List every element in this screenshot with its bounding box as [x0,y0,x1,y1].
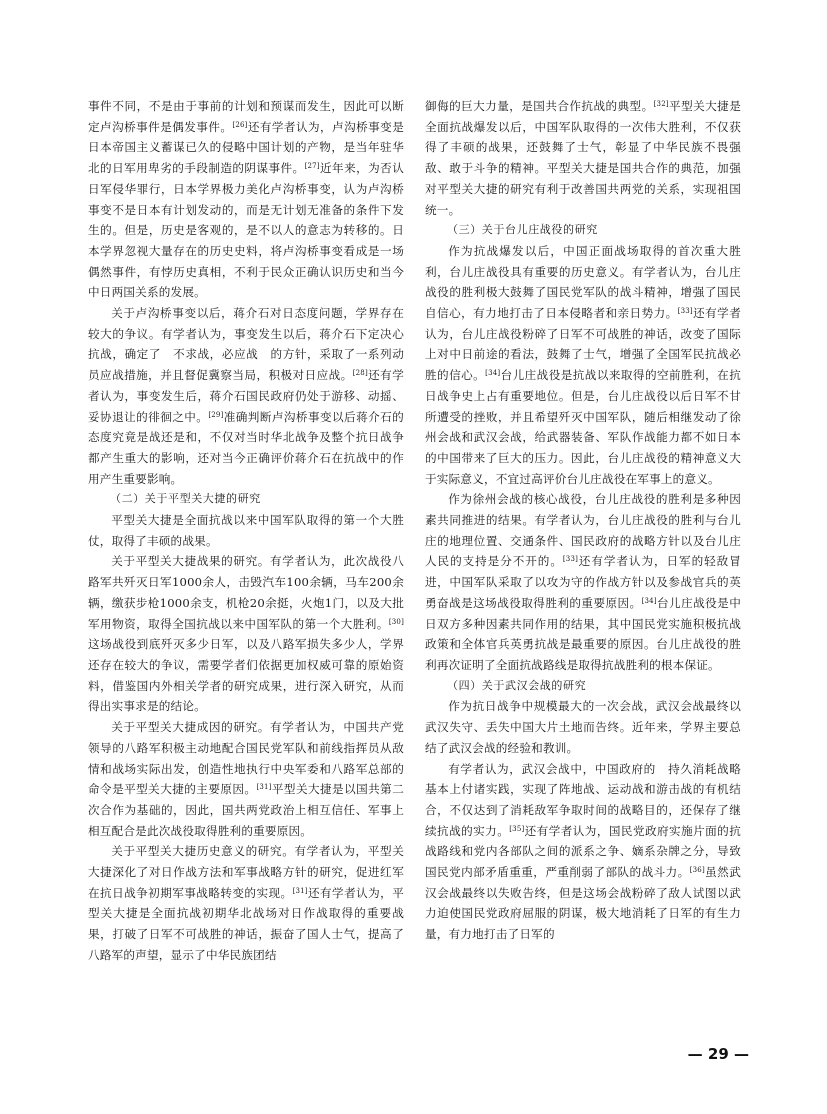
citation: [33] [562,555,579,564]
section-heading: （二）关于平型关大捷的研究 [110,492,261,506]
paragraph: 平型关大捷是全面抗战以来中国军队取得的第一个大胜仗，取得了丰硕的战果。 [88,513,404,548]
left-column [88,96,404,966]
section-heading: （三）关于台儿庄战役的研究 [447,223,598,237]
section-heading: （四）关于武汉会战的研究 [447,678,587,692]
paragraph: 关于卢沟桥事变以后，蒋介石对日态度问题，学界存在较大的争议。有学者认为，事变发生以后，蒋介石下定决心抗战，确定了 不求战，必应战 的方针，采取了一系列动员应战措施，并且督促冀察当局，积极对日应战。[28]还有学者认为，事变发生后，蒋介石国民政府仍处于游移、动摇、妥协退让的徘徊之中。[29]准确判断卢沟桥事变以后蒋介石的态度究竟是战还是和，不仅对当时华北战争及整个抗日战争都产生重大的影响，还对当今正确评价蒋介石在抗战中的作用产生重要影响。 [88,306,404,486]
citation: [30] [388,617,404,626]
citation: [35] [509,824,525,833]
paragraph: 关于平型关大捷历史意义的研究。有学者认为，平型关大捷深化了对日作战方法和军事战略方针的研究，促进红军在抗日战争初期军事战略转变的实现。[31]还有学者认为，平型关大捷是全面抗战初期华北战场对日作战取得的重要战果，打破了日军不可战胜的神话，振奋了国人士气，提高了八路军的声望，显示了中华民族团结 [88,844,404,962]
citation: [34] [485,369,501,378]
citation: [29] [208,410,224,419]
paragraph: 作为徐州会战的核心战役，台儿庄战役的胜利是多种因素共同推进的结果。有学者认为，台儿庄战役的胜利与台儿庄的地理位置、交通条件、国民政府的战略方针以及台儿庄人民的支持是分不开的。[33]还有学者认为，日军的轻敌冒进，中国军队采取了以攻为守的作战方针以及参战官兵的英勇奋战是这场战役取得胜利的重要原因。[34]台儿庄战役是中日双方多种因素共同作用的结果，其中国民党实施积极抗战政策和全体官兵英勇抗战是最重要的原因。台儿庄战役的胜利再次证明了全面抗战路线是取得抗战胜利的根本保证。 [425,492,741,672]
citation: [34] [641,596,657,605]
citation: [26] [232,120,248,129]
page-content [88,96,753,1076]
citation: [28] [352,369,368,378]
paragraph: 作为抗日战争中规模最大的一次会战，武汉会战最终以武汉失守、丢失中国大片土地而告终。近年来，学界主要总结了武汉会战的经验和教训。 [425,699,741,755]
paragraph: 作为抗战爆发以后，中国正面战场取得的首次重大胜利，台儿庄战役具有重要的历史意义。有学者认为，台儿庄战役的胜利极大鼓舞了国民党军队的战斗精神，增强了国民自信心，有力地打击了日本侵略者和亲日势力。[33]还有学者认为，台儿庄战役粉碎了日军不可战胜的神话，改变了国际上对中日前途的看法，鼓舞了士气，增强了全国军民抗战必胜的信心。[34]台儿庄战役是抗战以来取得的空前胜利，在抗日战争史上占有重要地位。但是，台儿庄战役以后日军不甘所遭受的挫败，并且希望歼灭中国军队，随后相继发动了徐州会战和武汉会战，给武器装备、军队作战能力都不如日本的中国带来了巨大的压力。因此，台儿庄战役的精神意义大于实际意义，不宜过高评价台儿庄战役在军事上的意义。 [425,243,741,486]
citation: [32] [653,100,669,108]
paragraph: 关于平型关大捷成因的研究。有学者认为，中国共产党领导的八路军积极主动地配合国民党军队和前线指挥员从敌情和战场实际出发，创造性地执行中央军委和八路军总部的命令是平型关大捷的主要原因。[31]平型关大捷是以国共第二次合作为基础的，因此，国共两党政治上相互信任、军事上相互配合是此次战役取得胜利的重要原因。 [88,720,404,838]
paragraph: 有学者认为，武汉会战中，中国政府的 持久消耗战略 基本上付诸实践，实现了阵地战、运动战和游击战的有机结合，不仅达到了消耗敌军争取时间的战略目的，还保存了继续抗战的实力。[35]还有学者认为，国民党政府实施片面的抗战路线和党内各部队之间的派系之争、嫡系杂牌之分，导致国民党内部矛盾重重，严重削弱了部队的战斗力。[36]虽然武汉会战最终以失败告终，但是这场会战粉碎了敌人试图以武力迫使国民党政府屈服的阴谋，极大地消耗了日军的有生力量，有力地打击了日军的 [425,761,753,942]
citation: [36] [689,866,705,875]
page-number: — 29 — [687,1045,749,1063]
paragraph: 御侮的巨大力量，是国共合作抗战的典型。[32]平型关大捷是全面抗战爆发以后，中国军队取得的一次伟大胜利，不仅获得了丰硕的战果，还鼓舞了士气，彰显了中华民族不畏强敌、敢于斗争的精神。平型关大捷是国共合作的典范，加强对平型关大捷的研究有利于改善国共两党的关系，实现祖国统一。 [425,99,741,217]
paragraph: 关于平型关大捷战果的研究。有学者认为，此次战役八路军共歼灭日军1000余人，击毁汽车100余辆，马车200余辆，缴获步枪1000余支，机枪20余挺，火炮1门，以及大批军用物资，取得全国抗战以来中国军队的第一个大胜利。[30]这场战役到底歼灭多少日军，以及八路军损失多少人，学界还存在较大的争议，需要学者们依据更加权威可靠的原始资料，借鉴国内外相关学者的研究成果，进行深入研究，从而得出实事求是的结论。 [88,554,404,714]
citation: [33] [677,307,693,316]
citation: [31] [256,783,272,792]
paragraph: 事件不同，不是由于事前的计划和预谋而发生，因此可以断定卢沟桥事件是偶发事件。[26]还有学者认为，卢沟桥事变是日本帝国主义蓄谋已久的侵略中国计划的产物，是当年驻华北的日军用卑劣的手段制造的阴谋事件。[27]近年来，为否认日军侵华罪行，日本学界极力美化卢沟桥事变，认为卢沟桥事变不是日本有计划发动的，而是无计划无准备的条件下发生的。但是，历史是客观的，是不以人的意志为转移的。日本学界忽视大量存在的历史史料，将卢沟桥事变看成是一场偶然事件，有悖历史真相，不利于民众正确认识历史和当今中日两国关系的发展。 [88,99,405,300]
right-column [425,96,753,945]
citation: [27] [304,162,320,171]
citation: [31] [292,886,308,895]
